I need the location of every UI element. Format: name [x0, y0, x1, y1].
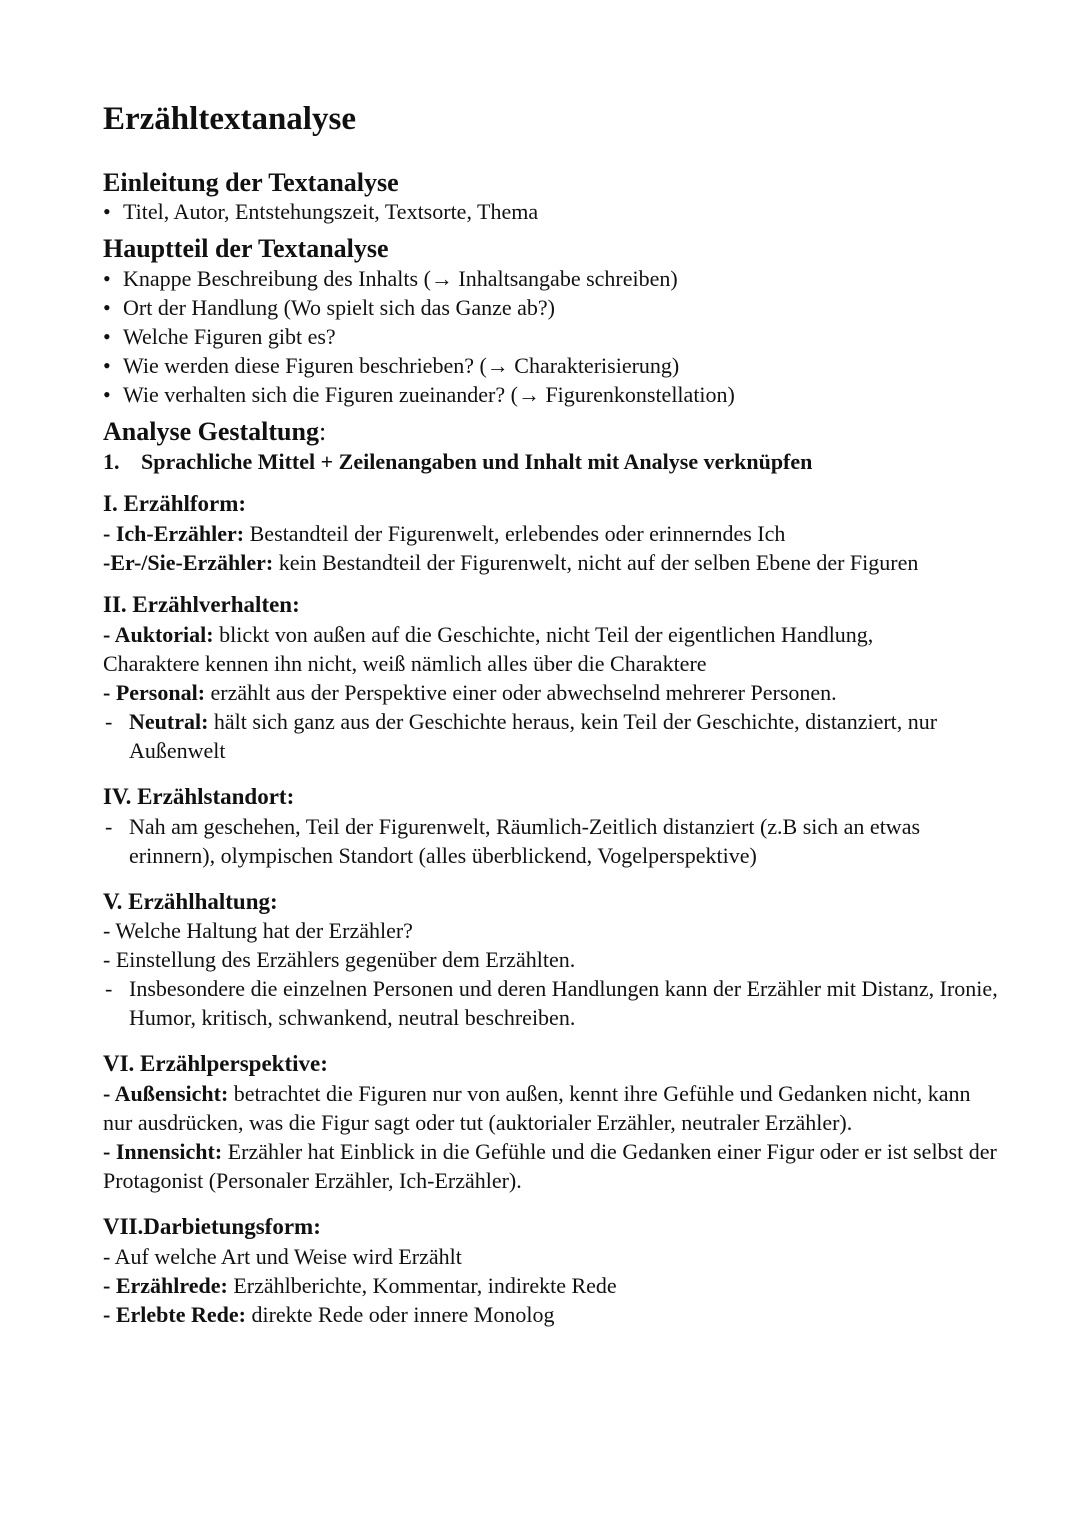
term-label: - Innensicht: — [103, 1139, 223, 1165]
term-text: direkte Rede oder innere Monolog — [245, 1301, 555, 1327]
list-item: • Ort der Handlung (Wo spielt sich das Ganze ab?) — [103, 293, 1003, 322]
analyse-item — [103, 447, 1003, 476]
term-text: blickt von außen auf die Geschichte, nicht Teil der eigentlichen Handlung, — [213, 621, 874, 647]
hauptteil-list — [103, 264, 1003, 409]
erzaehlperspektive-line — [103, 1079, 1003, 1137]
einleitung-heading: Einleitung der Textanalyse — [103, 167, 399, 197]
list-item: • Welche Figuren gibt es? — [103, 322, 1003, 351]
erzaehlhaltung-heading: V. Erzählhaltung: — [103, 888, 278, 914]
darbietungsform-heading: VII.Darbietungsform: — [103, 1214, 321, 1240]
erzaehlhaltung-line: - Welche Haltung hat der Erzähler? — [103, 918, 413, 944]
einleitung-list — [103, 197, 1003, 226]
erzaehlhaltung-line: - Einstellung des Erzählers gegenüber dem Erzählten. — [103, 947, 576, 973]
term-label: Neutral: — [129, 708, 209, 734]
list-item: • Wie werden diese Figuren beschrieben? (→ Charakterisierung) — [103, 351, 1003, 380]
darbietungsform-line — [103, 1300, 1003, 1329]
item-text: Sprachliche Mittel + Zeilenangaben und Inhalt mit Analyse verknüpfen — [141, 449, 813, 475]
erzaehlperspektive-heading: VI. Erzählperspektive: — [103, 1051, 328, 1077]
list-item: • Wie verhalten sich die Figuren zueinander? (→ Figurenkonstellation) — [103, 380, 1003, 409]
erzaehlform-line — [103, 519, 1003, 548]
term-text: kein Bestandteil der Figurenwelt, nicht auf der selben Ebene der Figuren — [273, 550, 919, 576]
list-item: • Titel, Autor, Entstehungszeit, Textsorte, Thema — [103, 197, 1003, 226]
term-text: hält sich ganz aus der Geschichte heraus, kein Teil der Geschichte, distanziert, nur Außenwelt — [129, 708, 938, 763]
erzaehlverhalten-line — [103, 678, 1003, 707]
term-text: Erzähler hat Einblick in die Gefühle und die Gedanken einer Figur oder er ist selbst der Protagonist (Personaler Erzähler, Ich-Erzähler). — [103, 1139, 997, 1194]
erzaehlperspektive-line — [103, 1137, 1003, 1195]
term-text: Bestandteil der Figurenwelt, erlebendes oder erinnerndes Ich — [244, 521, 786, 547]
erzaehlstandort-line: - Nah am geschehen, Teil der Figurenwelt, Räumlich-Zeitlich distanziert (z.B sich an etwas erinnern), olympischen Standort (alles überblickend, Vogelperspektive) — [103, 812, 1003, 870]
document-title: Erzähltextanalyse — [103, 101, 356, 137]
term-label: - Erlebte Rede: — [103, 1301, 246, 1327]
term-label: - Auktorial: — [103, 621, 214, 647]
erzaehlform-heading: I. Erzählform: — [103, 491, 247, 517]
term-label: - Außensicht: — [103, 1081, 229, 1107]
list-item: • Knappe Beschreibung des Inhalts (→ Inhaltsangabe schreiben) — [103, 264, 1003, 293]
hauptteil-heading: Hauptteil der Textanalyse — [103, 234, 389, 264]
erzaehlverhalten-line — [103, 620, 1003, 649]
analyse-heading — [103, 417, 1003, 447]
erzaehlhaltung-line: - Insbesondere die einzelnen Personen und deren Handlungen kann der Erzähler mit Distanz, Ironie, Humor, kritisch, schwankend, neutral beschreiben. — [103, 974, 1003, 1032]
analyse-heading-text: Analyse Gestaltung — [103, 417, 319, 447]
erzaehlform-line — [103, 548, 1003, 577]
item-number: 1. — [103, 449, 120, 475]
erzaehlverhalten-line: Charaktere kennen ihn nicht, weiß nämlich alles über die Charaktere — [103, 650, 707, 676]
term-label: - Personal: — [103, 679, 206, 705]
document-page — [103, 100, 1003, 1329]
erzaehlverhalten-line — [103, 707, 1003, 765]
darbietungsform-line: - Auf welche Art und Weise wird Erzählt — [103, 1243, 462, 1269]
term-label: -Er-/Sie-Erzähler: — [103, 550, 274, 576]
term-text: Erzählberichte, Kommentar, indirekte Rede — [227, 1272, 617, 1298]
term-label: - Erzählrede: — [103, 1272, 228, 1298]
term-text: betrachtet die Figuren nur von außen, kennt ihre Gefühle und Gedanken nicht, kann nur ausdrücken, was die Figur sagt oder tut (auktorialer Erzähler, neutraler Erzähler). — [103, 1081, 971, 1136]
analyse-heading-colon: : — [318, 417, 327, 447]
term-label: - Ich-Erzähler: — [103, 521, 245, 547]
erzaehlstandort-heading: IV. Erzählstandort: — [103, 783, 295, 809]
term-text: erzählt aus der Perspektive einer oder abwechselnd mehrerer Personen. — [205, 679, 837, 705]
erzaehlverhalten-heading: II. Erzählverhalten: — [103, 592, 300, 618]
darbietungsform-line — [103, 1271, 1003, 1300]
